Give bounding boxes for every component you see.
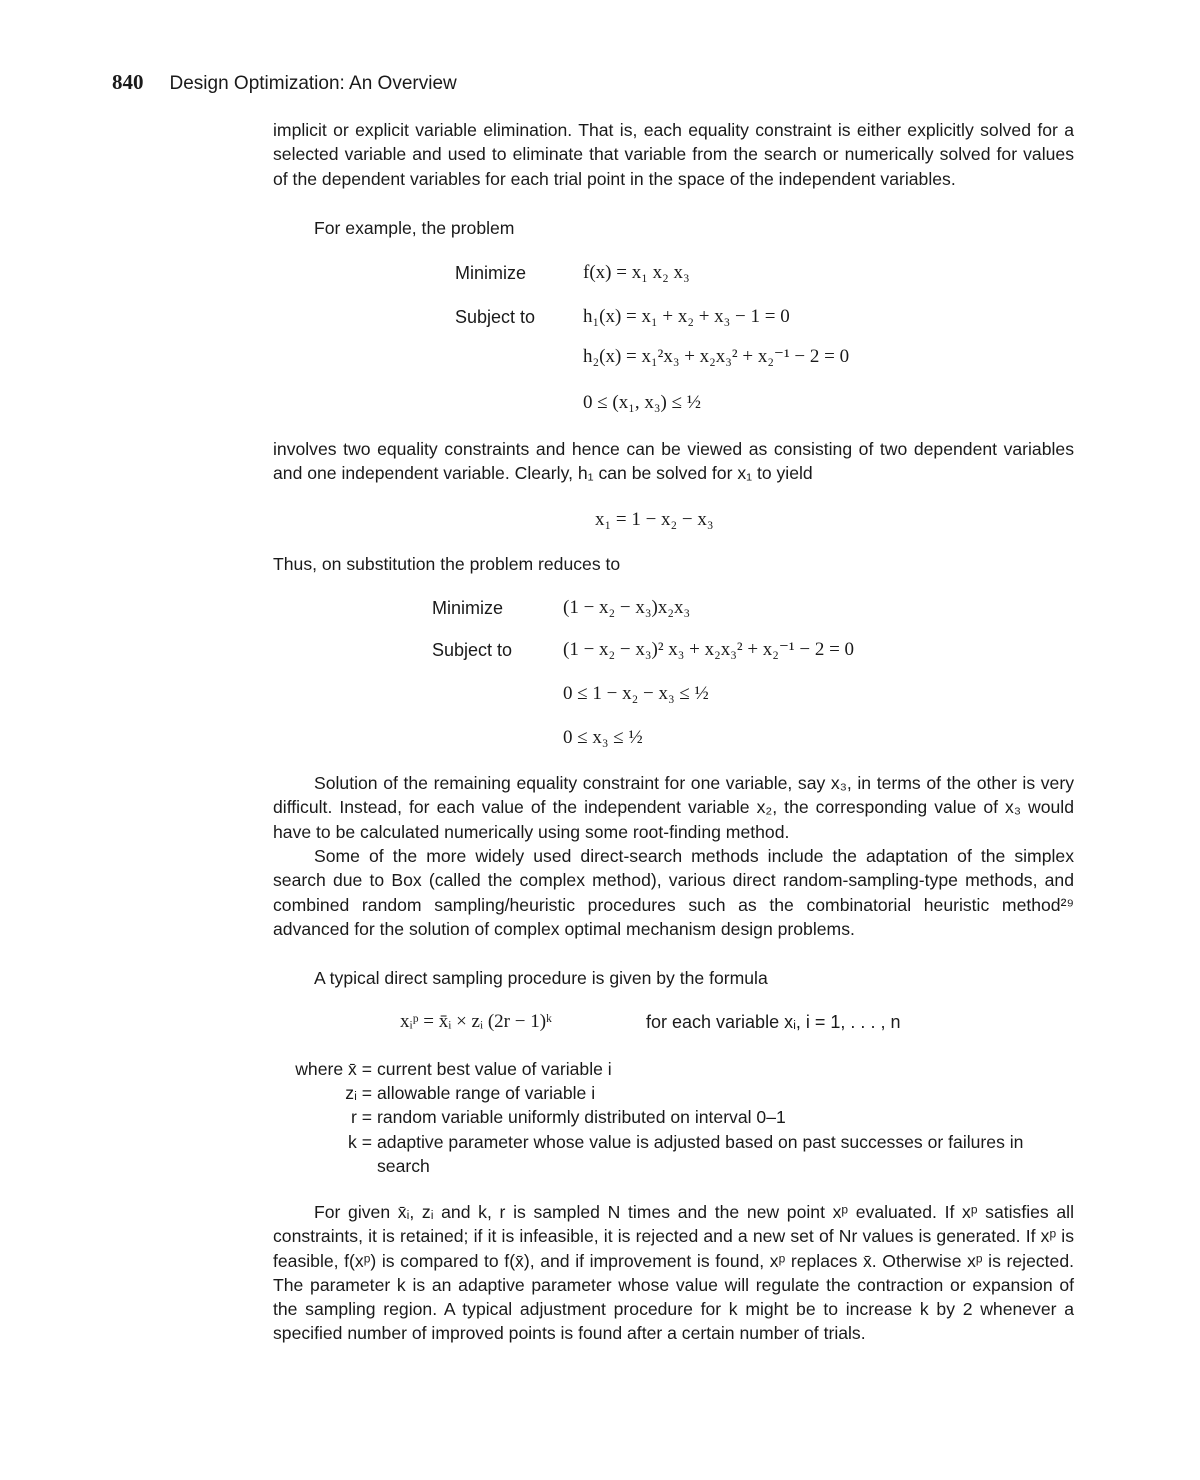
reduced-constraint-1: (1 − x₂ − x₃)² x₃ + x₂x₃² + x₂⁻¹ − 2 = 0	[563, 639, 855, 660]
paragraph-elimination: implicit or explicit variable elimination. That is, each equality constraint is either explicitly solved for a selected variable and used to eliminate that variable from the search or numerically solved for values of the dependent variables for each trial point in the space of the independent variables.	[273, 120, 1074, 189]
formula-condition: for each variable xᵢ, i = 1, . . . , n	[646, 1012, 901, 1032]
equation-x1: x₁ = 1 − x₂ − x₃	[595, 509, 714, 530]
where-label-r: r =	[350, 1107, 372, 1127]
constraint-bounds: 0 ≤ (x₁, x₃) ≤ ½	[583, 392, 702, 413]
paragraph-direct-search: Some of the more widely used direct-search methods include the adaptation of the simplex search due to Box (called the complex method), various direct random-sampling-type methods, and combined random sampling/heuristic procedures such as the combinatorial heuristic method²⁹ advanced for the solution of complex optimal mechanism design problems.	[273, 846, 1074, 939]
where-label-xbar: where x̄ =	[295, 1059, 372, 1079]
minimize-label: Minimize	[455, 263, 527, 283]
subject-to-label-2: Subject to	[432, 640, 513, 660]
objective-function: f(x) = x₁ x₂ x₃	[583, 262, 690, 283]
paragraph-dependent-variables: involves two equality constraints and hence can be viewed as consisting of two dependent variables and one independent variable. Clearly, h₁ can be solved for x₁ to yield	[273, 439, 1074, 484]
paragraph-example-intro: For example, the problem	[314, 218, 515, 238]
reduced-constraint-2: 0 ≤ 1 − x₂ − x₃ ≤ ½	[563, 683, 709, 704]
reduced-constraint-3: 0 ≤ x₃ ≤ ½	[563, 727, 643, 748]
constraint-h1: h₁(x) = x₁ + x₂ + x₃ − 1 = 0	[583, 306, 790, 327]
where-label-z: zᵢ =	[345, 1083, 372, 1103]
paragraph-adaptive-parameter: For given x̄ᵢ, zᵢ and k, r is sampled N times and the new point xᵖ evaluated. If xᵖ satisfies all constraints, it is retained; if it is infeasible, it is rejected and a new set of Nr values is generated. If xᵖ is feasible, f(xᵖ) is compared to f(x̄), and if improvement is found, xᵖ replaces x̄. Otherwise xᵖ is rejected. The parameter k is an adaptive parameter whose value will regulate the contraction or expansion of the sampling region. A typical adjustment procedure for k might be to increase k by 2 whenever a specified number of improved points is found after a certain number of trials.	[273, 1202, 1074, 1344]
paragraph-root-finding: Solution of the remaining equality constraint for one variable, say x₃, in terms of the other is very difficult. Instead, for each value of the independent variable x₂, the corresponding value of x₃ would have to be calculated numerically using some root-finding method.	[273, 773, 1074, 842]
page-number: 840	[112, 70, 144, 94]
constraint-h2: h₂(x) = x₁²x₃ + x₂x₃² + x₂⁻¹ − 2 = 0	[583, 346, 850, 367]
where-text-z: allowable range of variable i	[377, 1083, 596, 1103]
where-text-k: adaptive parameter whose value is adjusted based on past successes or failures in search	[377, 1132, 1024, 1177]
page-header	[112, 70, 457, 95]
paragraph-sampling-intro: A typical direct sampling procedure is given by the formula	[314, 968, 768, 988]
where-label-k: k =	[348, 1132, 372, 1152]
where-text-r: random variable uniformly distributed on interval 0–1	[377, 1107, 786, 1127]
minimize-label-2: Minimize	[432, 598, 504, 618]
running-title: Design Optimization: An Overview	[169, 73, 457, 94]
where-text-xbar: current best value of variable i	[377, 1059, 612, 1079]
formula-expression: xᵢᵖ = x̄ᵢ × zᵢ (2r − 1)ᵏ	[400, 1011, 553, 1032]
reduced-objective: (1 − x₂ − x₃)x₂x₃	[563, 597, 691, 618]
subject-to-label: Subject to	[455, 307, 536, 327]
paragraph-substitution: Thus, on substitution the problem reduces to	[273, 554, 621, 574]
